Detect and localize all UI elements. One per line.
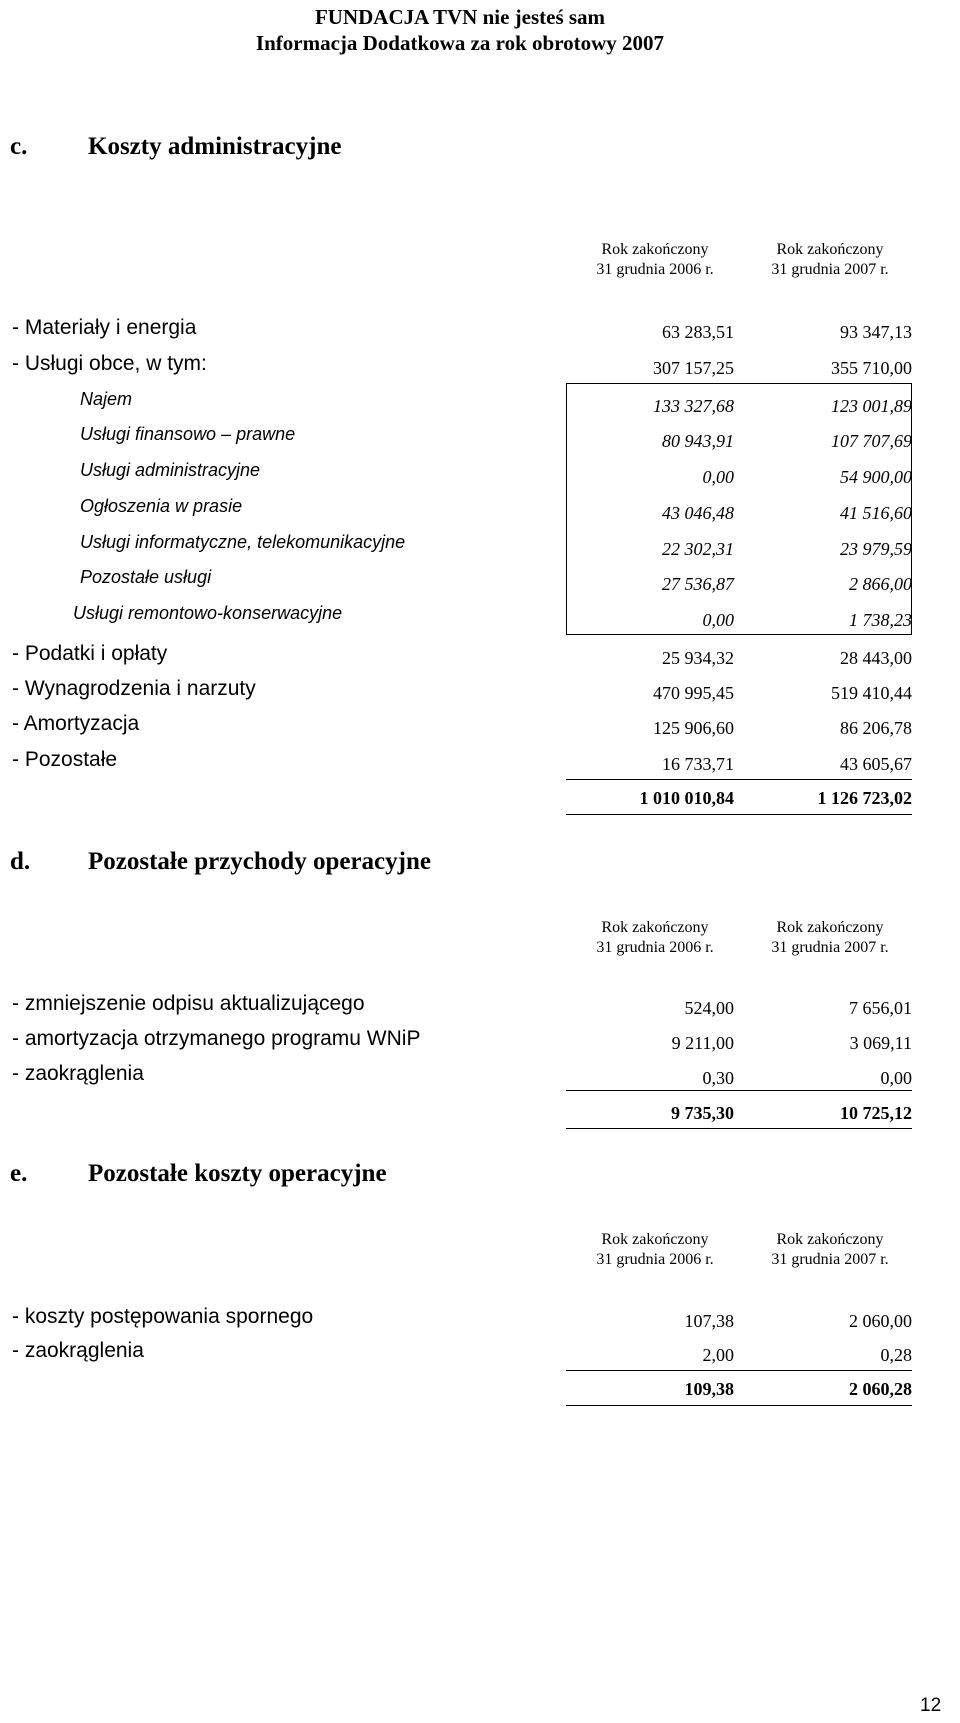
total-underline: [566, 1405, 912, 1406]
table-row: - zaokrąglenia 0,30 0,00: [12, 1062, 912, 1088]
section-title-text: Pozostałe przychody operacyjne: [88, 848, 431, 875]
table-row: - koszty postępowania spornego 107,38 2 060,00: [12, 1305, 912, 1331]
table-row: Najem 133 327,68 123 001,89: [80, 389, 912, 416]
table-row: - Usługi obce, w tym: 307 157,25 355 710,00: [12, 352, 912, 378]
column-header-2007: Rok zakończony 31 grudnia 2007 r.: [771, 241, 889, 278]
table-row: - amortyzacja otrzymanego programu WNiP 9 211,00 3 069,11: [12, 1027, 912, 1053]
column-header-2006: Rok zakończony 31 grudnia 2006 r.: [596, 241, 714, 278]
document-header: [0, 4, 920, 56]
header-organization: FUNDACJA TVN nie jesteś sam: [314, 5, 606, 29]
table-row: - Wynagrodzenia i narzuty 470 995,45 519 410,44: [12, 677, 912, 703]
table-row: Usługi finansowo – prawne 80 943,91 107 707,69: [80, 424, 912, 451]
table-row: - Materiały i energia 63 283,51 93 347,13: [12, 316, 912, 342]
column-header-2007: Rok zakończony 31 grudnia 2007 r.: [771, 919, 889, 956]
total-underline: [566, 814, 912, 815]
total-row: 109,38 2 060,28: [684, 1379, 912, 1399]
table-row: Ogłoszenia w prasie 43 046,48 41 516,60: [80, 496, 912, 523]
total-rule: [566, 1090, 912, 1091]
header-subtitle: Informacja Dodatkowa za rok obrotowy 2007: [255, 31, 665, 55]
section-letter: e.: [10, 1160, 28, 1187]
column-header-2006: Rok zakończony 31 grudnia 2006 r.: [596, 1231, 714, 1268]
table-row: - zmniejszenie odpisu aktualizującego 524,00 7 656,01: [12, 992, 912, 1018]
section-title-text: Koszty administracyjne: [88, 133, 342, 160]
page-number: 12: [920, 1695, 942, 1716]
total-rule: [566, 779, 912, 780]
section-title-text: Pozostałe koszty operacyjne: [88, 1160, 387, 1187]
total-row: 1 010 010,84 1 126 723,02: [639, 788, 912, 808]
section-d-title: [10, 848, 431, 876]
table-row: Usługi administracyjne 0,00 54 900,00: [80, 460, 912, 487]
column-header-2007: Rok zakończony 31 grudnia 2007 r.: [771, 1231, 889, 1268]
total-row: 9 735,30 10 725,12: [671, 1103, 912, 1123]
total-rule: [566, 1370, 912, 1371]
column-header-2006: Rok zakończony 31 grudnia 2006 r.: [596, 919, 714, 956]
table-row: - zaokrąglenia 2,00 0,28: [12, 1339, 912, 1365]
section-letter: d.: [10, 848, 31, 875]
table-row: - Amortyzacja 125 906,60 86 206,78: [12, 712, 912, 738]
section-c-title: [10, 133, 341, 161]
table-row: - Pozostałe 16 733,71 43 605,67: [12, 748, 912, 774]
table-row: Usługi remontowo-konserwacyjne 0,00 1 738,23: [73, 603, 912, 630]
total-underline: [566, 1128, 912, 1129]
table-row: - Podatki i opłaty 25 934,32 28 443,00: [12, 642, 912, 668]
table-row: Pozostałe usługi 27 536,87 2 866,00: [80, 567, 912, 594]
section-letter: c.: [10, 133, 28, 160]
table-row: Usługi informatyczne, telekomunikacyjne 22 302,31 23 979,59: [80, 532, 912, 559]
section-e-title: [10, 1160, 387, 1188]
